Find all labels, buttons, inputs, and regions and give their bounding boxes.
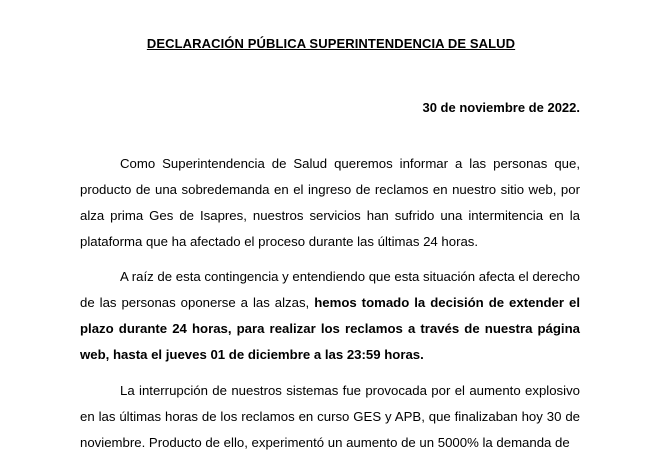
document-date: 30 de noviembre de 2022. — [422, 100, 580, 115]
paragraph-1: Como Superintendencia de Salud queremos informar a las personas que, producto de una sobredemanda en el ingreso de reclamos en nuestro sitio web, por alza prima Ges de Isapres, nuestros servicios han sufrido una intermitencia en la plataforma que ha afectado el proceso durante las últimas 24 horas. — [80, 156, 580, 249]
paragraph-2 — [80, 264, 580, 368]
paragraph-3: La interrupción de nuestros sistemas fue provocada por el aumento explosivo en las últimas horas de los reclamos en curso GES y APB, que finalizaban hoy 30 de noviembre. Producto de ello, experimentó un aumento de un 5000% la demanda de — [80, 383, 580, 450]
paragraph-2-bold-announcement: hemos tomado la decisión de extender el plazo durante 24 horas, para realizar los reclamos a través de nuestra página web, hasta el jueves 01 de diciembre a las 23:59 horas. — [80, 295, 580, 362]
paragraph-2-intro: A raíz de esta contingencia y entendiendo que esta situación afecta el derecho de las personas oponerse a las alzas, — [80, 269, 580, 310]
document-title: DECLARACIÓN PÚBLICA SUPERINTENDENCIA DE SALUD — [146, 36, 516, 51]
